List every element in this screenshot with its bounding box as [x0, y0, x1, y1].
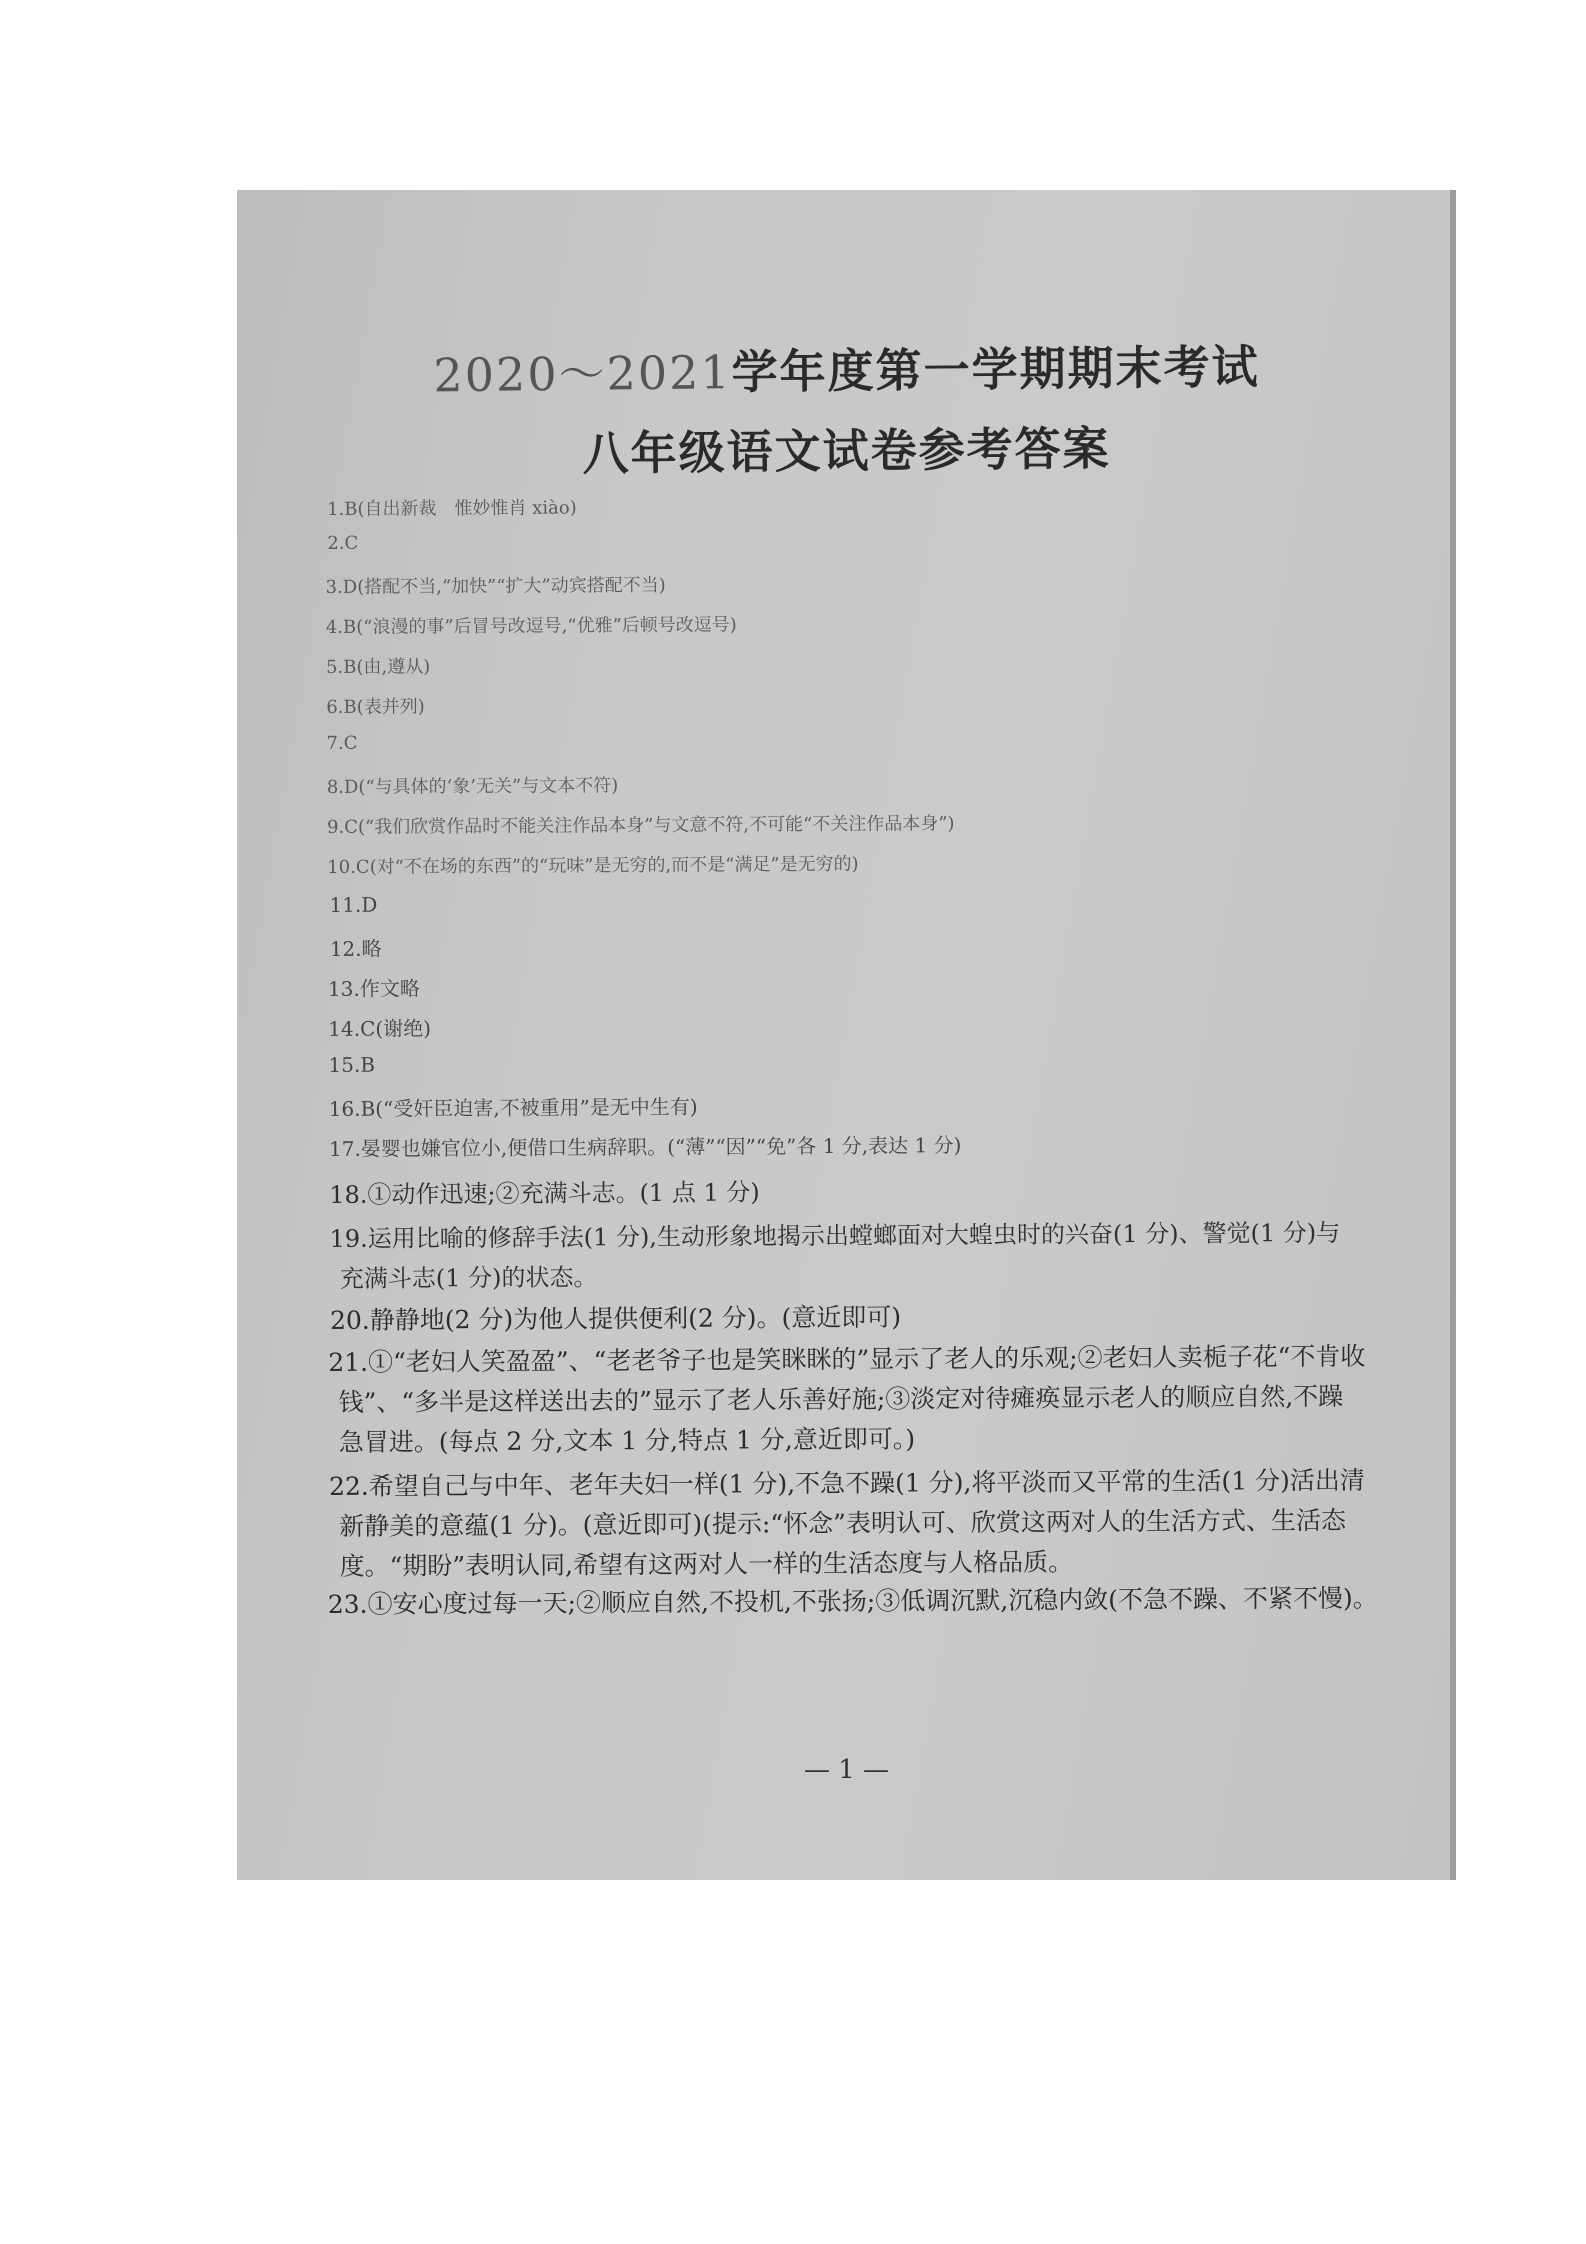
answer-item: 9.C(“我们欣赏作品时不能关注作品本身”与文意不符,不可能“不关注作品本身”) [326, 813, 955, 838]
answer-item-continuation: 钱”、“多半是这样送出去的”显示了老人乐善好施;③淡定对待瘫痪显示老人的顺应自然,不躁 [338, 1381, 1344, 1417]
answer-item: 19.运用比喻的修辞手法(1 分),生动形象地揭示出螳螂面对大蝗虫时的兴奋(1 分)、警觉(1 分)与 [329, 1218, 1341, 1253]
title-line-1 [237, 329, 1456, 408]
answer-item: 5.B(由,遵从) [325, 656, 431, 678]
answer-item: 22.希望自己与中年、老年夫妇一样(1 分),不急不躁(1 分),将平淡而又平常的生活(1 分)活出清 [328, 1465, 1365, 1501]
answer-item: 15.B [328, 1052, 376, 1077]
answer-item-continuation: 度。“期盼”表明认同,希望有这两对人一样的生活态度与人格品质。 [339, 1547, 1074, 1581]
title-line-2: 八年级语文试卷参考答案 [582, 421, 1111, 481]
answer-item: 18.①动作迅速;②充满斗志。(1 点 1 分) [329, 1178, 760, 1209]
answer-item: 20.静静地(2 分)为他人提供便利(2 分)。(意近即可) [329, 1302, 902, 1335]
answer-item: 11.D [329, 892, 378, 917]
answer-item-continuation: 新静美的意蕴(1 分)。(意近即可)(提示:“怀念”表明认可、欣赏这两对人的生活方式、生活态 [339, 1505, 1346, 1541]
answer-item: 3.D(搭配不当,“加快”“扩大”动宾搭配不当) [325, 574, 666, 598]
answer-item: 13.作文略 [327, 976, 420, 1001]
answer-item: 10.C(对“不在场的东西”的“玩味”是无穷的,而不是“满足”是无穷的) [327, 853, 859, 878]
answer-item: 1.B(自出新裁 惟妙惟肖 xiào) [327, 497, 577, 520]
answer-item: 21.①“老妇人笑盈盈”、“老老爷子也是笑眯眯的”显示了老人的乐观;②老妇人卖栀子花“不肯收 [328, 1341, 1366, 1377]
answer-item: 12.略 [329, 936, 382, 961]
scanned-page [237, 190, 1456, 1880]
title-rest: 学年度第一学期期末考试 [731, 339, 1260, 400]
answer-item: 16.B(“受奸臣迫害,不被重用”是无中生有) [328, 1094, 698, 1121]
answer-item: 14.C(谢绝) [328, 1016, 432, 1041]
answer-item: 7.C [326, 732, 358, 754]
answer-item-continuation: 充满斗志(1 分)的状态。 [339, 1263, 598, 1293]
answer-item: 17.晏婴也嫌官位小,便借口生病辞职。(“薄”“因”“免”各 1 分,表达 1 分) [328, 1133, 962, 1161]
answer-item: 2.C [327, 532, 359, 554]
answer-item: 6.B(表并列) [326, 696, 425, 718]
answer-item-continuation: 急冒进。(每点 2 分,文本 1 分,特点 1 分,意近即可。) [338, 1424, 916, 1457]
page-number: — 1 — [803, 1755, 890, 1785]
title-years: 2020～2021 [433, 345, 732, 403]
answer-list [325, 488, 1425, 1620]
answer-item: 8.D(“与具体的‘象’无关”与文本不符) [326, 775, 619, 798]
answer-item: 23.①安心度过每一天;②顺应自然,不投机,不张扬;③低调沉默,沉稳内敛(不急不躁、不紧不慢)。 [327, 1583, 1378, 1620]
answer-item: 4.B(“浪漫的事”后冒号改逗号,“优雅”后顿号改逗号) [325, 614, 737, 638]
